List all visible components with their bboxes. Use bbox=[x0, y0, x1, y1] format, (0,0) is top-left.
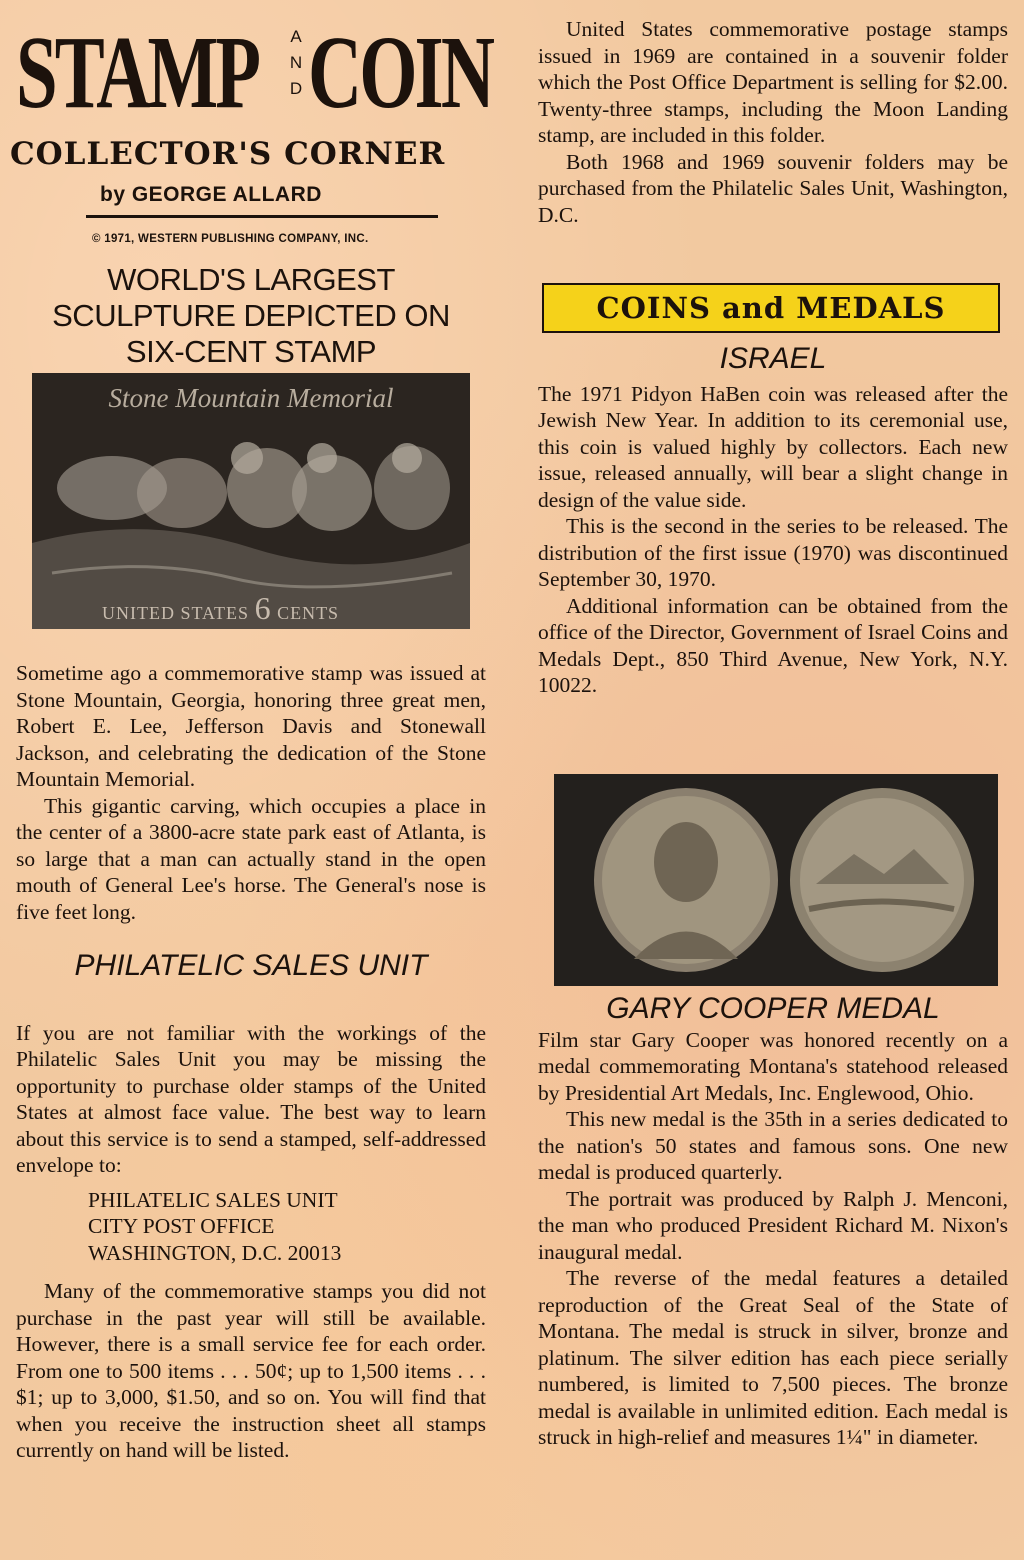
paragraph: Sometime ago a commemorative stamp was issued at Stone Mountain, Georgia, honoring three great men, Robert E. Lee, Jefferson Davis and Stonewall Jackson, and celebrating the dedication of the Stone Mountain Memorial. bbox=[16, 661, 486, 791]
coins-and-medals-header: COINS and MEDALS bbox=[542, 283, 1000, 333]
masthead-coin: COIN bbox=[308, 15, 493, 130]
stone-mountain-stamp-image bbox=[32, 373, 470, 629]
byline: by GEORGE ALLARD bbox=[100, 183, 322, 206]
collectors-corner-title: COLLECTOR'S CORNER bbox=[10, 136, 446, 172]
masthead-and: A N D bbox=[289, 27, 303, 98]
gary-cooper-subhead: GARY COOPER MEDAL bbox=[606, 992, 940, 1025]
stamp-title: Stone Mountain Memorial bbox=[108, 383, 394, 413]
mailing-address: PHILATELIC SALES UNIT CITY POST OFFICE WASHINGTON, D.C. 20013 bbox=[88, 1187, 342, 1265]
paragraph: Additional information can be obtained from the office of the Director, Government of Israel Coins and Medals Dept., 850 Third Avenue, New York, N.Y. 10022. bbox=[538, 593, 1008, 697]
paragraph: This is the second in the series to be released. The distribution of the first issue (1970) was discontinued September 30, 1970. bbox=[538, 514, 1008, 591]
paragraph: Many of the commemorative stamps you did not purchase in the past year will still be available. However, there is a small service fee for each order. From one to 500 items . . . 50¢; up to 1,500 items . . . $1; up to 3,000, $1.50, and so on. You will find that when you receive the instruction sheet all stamps currently on hand will be listed. bbox=[16, 1279, 486, 1462]
paragraph: United States commemorative postage stamps issued in 1969 are contained in a souvenir folder which the Post Office Department is selling for $2.00. Twenty-three stamps, including the Moon Landing stamp, are included in this folder. bbox=[538, 17, 1008, 147]
paragraph: The 1971 Pidyon HaBen coin was released after the Jewish New Year. In addition to its ceremonial use, this coin is valued highly by collectors. Each new issue, released annually, will bear a slight change in design of the value side. bbox=[538, 381, 1008, 512]
copyright: © 1971, WESTERN PUBLISHING COMPANY, INC. bbox=[92, 233, 369, 245]
masthead-stamp: STAMP bbox=[16, 15, 259, 130]
paragraph: If you are not familiar with the workings of the Philatelic Sales Unit you may be missing the opportunity to purchase older stamps of the United States at almost face value. The best way to learn about this service is to send a stamped, self-addressed envelope to: bbox=[16, 1020, 486, 1177]
medal-illustration bbox=[554, 774, 998, 986]
paragraph: The portrait was produced by Ralph J. Menconi, the man who produced President Richard M. Nixon's inaugural medal. bbox=[538, 1186, 1008, 1264]
paragraph: Both 1968 and 1969 souvenir folders may be purchased from the Philatelic Sales Unit, Washington, D.C. bbox=[538, 149, 1008, 227]
paragraph: Film star Gary Cooper was honored recently on a medal commemorating Montana's statehood released by Presidential Art Medals, Inc. Englewood, Ohio. bbox=[538, 1027, 1008, 1105]
israel-subhead: ISRAEL bbox=[719, 342, 827, 375]
paragraph: This new medal is the 35th in a series dedicated to the nation's 50 states and famous sons. One new medal is produced quarterly. bbox=[538, 1107, 1008, 1184]
paragraph: This gigantic carving, which occupies a place in the center of a 3800-acre state park east of Atlanta, is so large that a man can actually stand in the open mouth of General Lee's horse. The General's nose is five feet long. bbox=[16, 793, 486, 924]
stamp-denomination: UNITED STATES 6 CENTS bbox=[102, 590, 340, 626]
right-column-top bbox=[538, 16, 1008, 228]
israel-section bbox=[538, 342, 1008, 699]
article-headline: WORLD'S LARGEST SCULPTURE DEPICTED ON SIX-CENT STAMP bbox=[52, 262, 450, 369]
divider bbox=[86, 215, 438, 218]
gary-cooper-medal-image bbox=[554, 774, 998, 986]
gary-cooper-section bbox=[538, 992, 1008, 1451]
left-column bbox=[16, 660, 486, 1464]
masthead bbox=[16, 15, 493, 130]
section-subhead: PHILATELIC SALES UNIT bbox=[74, 949, 428, 982]
paragraph: The reverse of the medal features a detailed reproduction of the Great Seal of the State of Montana. The medal is struck in silver, bronze and platinum. The silver edition has each piece serially numbered, is limited to 7,500 pieces. The bronze medal is available in unlimited edition. Each medal is struck in high-relief and measures 1¼" in diameter. bbox=[538, 1266, 1008, 1449]
